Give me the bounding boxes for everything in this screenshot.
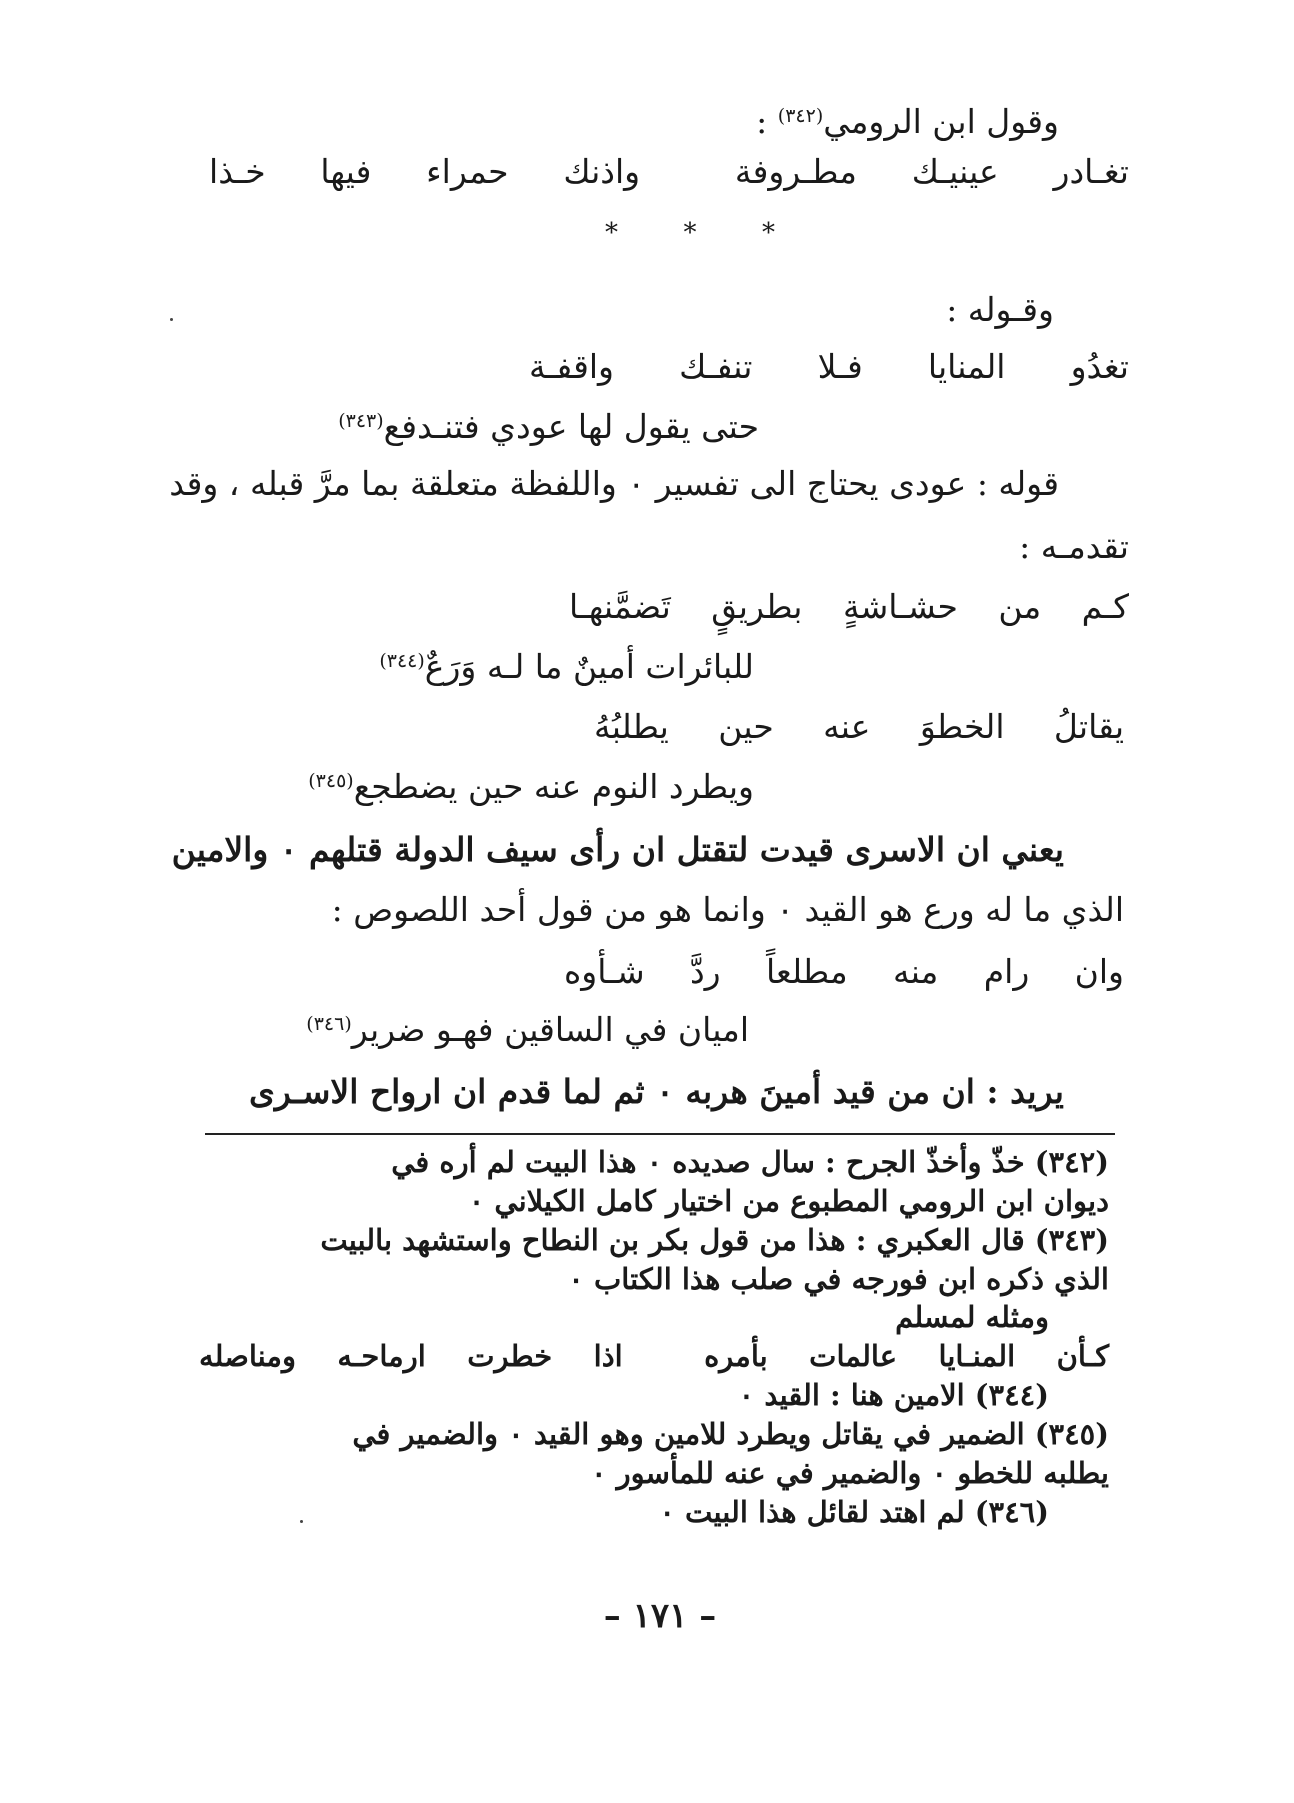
verse-word: ردَّ bbox=[689, 952, 721, 991]
verse-word: ارماحـه bbox=[337, 1339, 426, 1373]
footnote-343-line-3: ومثله لمسلم bbox=[895, 1300, 1049, 1334]
footnote-345-line-2: يطلبه للخطو ٠ والضمير في عنه للمأسور ٠ bbox=[590, 1456, 1109, 1490]
scan-speck bbox=[170, 318, 173, 321]
verse-word: حشـاشةٍ bbox=[842, 587, 958, 626]
footnote-345-line-1: (٣٤٥) الضمير في يقاتل ويطرد للامين وهو القيد ٠ والضمير في bbox=[352, 1417, 1109, 1451]
verse-5 bbox=[379, 645, 754, 689]
prose-line-5: يريد : ان من قيد أمينَ هربه ٠ ثم لما قدم ان ارواح الاسـرى bbox=[249, 1072, 1064, 1111]
verse-word: منه bbox=[893, 952, 939, 991]
verse-text: ويطرد النوم عنه حين يضطجع bbox=[353, 767, 754, 806]
verse-word: فيها bbox=[320, 152, 372, 191]
section-separator-stars bbox=[605, 218, 775, 248]
footnote-ref-344: (٣٤٤) bbox=[379, 650, 425, 672]
verse-4 bbox=[569, 585, 1129, 629]
star: * bbox=[683, 218, 697, 248]
verse-word: رام bbox=[983, 952, 1030, 991]
verse-text: حتى يقول لها عودي فتنـدفع bbox=[383, 407, 759, 446]
verse-word: خطرت bbox=[467, 1339, 553, 1373]
verse-word: تنفـك bbox=[679, 347, 753, 386]
footnote-342-line-1: (٣٤٢) خذّ وأخذّ الجرح : سال صديده ٠ هذا البيت لم أره في bbox=[391, 1145, 1109, 1179]
verse-text: اميان في الساقين فهـو ضرير bbox=[351, 1010, 749, 1049]
verse-word: خـذا bbox=[209, 152, 266, 191]
footnote-342-line-2: ديوان ابن الرومي المطبوع من اختيار كامل الكيلاني ٠ bbox=[468, 1184, 1109, 1218]
verse-9 bbox=[306, 1008, 749, 1052]
star: * bbox=[762, 218, 775, 248]
verse-text: للبائرات أمينٌ ما لـه وَرَعٌ bbox=[424, 647, 754, 686]
intro-text: وقول ابن الرومي bbox=[823, 102, 1059, 141]
verse-word: كـأن bbox=[1056, 1339, 1109, 1373]
verse-word: بطريقٍ bbox=[711, 587, 803, 626]
prose-line-3: يعني ان الاسرى قيدت لتقتل ان رأى سيف الدولة قتلهم ٠ والامين bbox=[171, 830, 1064, 869]
verse-word: المنـايا bbox=[938, 1339, 1016, 1373]
line-and-his-saying: وقـوله : bbox=[946, 290, 1054, 329]
verse-word: تغـادر bbox=[1053, 152, 1129, 191]
verse-word: مطلعاً bbox=[766, 952, 848, 991]
prose-line-2: تقدمـه : bbox=[1019, 527, 1129, 566]
verse-word: اذا bbox=[593, 1339, 623, 1373]
line-intro-ibn-rumi bbox=[756, 100, 1059, 144]
footnote-ref-345: (٣٤٥) bbox=[308, 770, 354, 792]
verse-word: عينيـك bbox=[911, 152, 999, 191]
footnote-ref-342: (٣٤٢) bbox=[777, 105, 824, 127]
verse-word: شـأوه bbox=[564, 952, 645, 991]
verse-word: فـلا bbox=[817, 347, 863, 386]
footnote-ref-346: (٣٤٦) bbox=[306, 1013, 352, 1035]
footnote-346: (٣٤٦) لم اهتد لقائل هذا البيت ٠ bbox=[659, 1495, 1049, 1529]
prose-line-4: الذي ما له ورع هو القيد ٠ وانما هو من قول أحد اللصوص : bbox=[331, 890, 1124, 929]
verse-word: تَضمَّنهـا bbox=[569, 587, 671, 626]
scan-speck bbox=[300, 1520, 303, 1523]
verse-word: حمراء bbox=[426, 152, 509, 191]
footnote-343-line-1: (٣٤٣) قال العكبري : هذا من قول بكر بن النطاح واستشهد بالبيت bbox=[320, 1223, 1109, 1257]
verse-6 bbox=[594, 705, 1124, 749]
intro-colon: : bbox=[756, 102, 778, 141]
verse-word: من bbox=[998, 587, 1042, 626]
verse-8 bbox=[564, 950, 1124, 994]
verse-word: الخطوَ bbox=[919, 707, 1005, 746]
verse-word: بأمره bbox=[704, 1339, 768, 1373]
verse-2 bbox=[529, 345, 1129, 389]
verse-1 bbox=[209, 150, 1129, 194]
footnote-343-verse bbox=[199, 1337, 1109, 1375]
verse-word: المنايا bbox=[927, 347, 1006, 386]
verse-word: ومناصله bbox=[199, 1339, 296, 1373]
verse-word: مطـروفة bbox=[734, 152, 857, 191]
page-number: – ١٧١ – bbox=[603, 1596, 717, 1636]
footnote-divider bbox=[205, 1133, 1115, 1135]
footnote-344: (٣٤٤) الامين هنا : القيد ٠ bbox=[738, 1378, 1049, 1412]
verse-word: واذنك bbox=[563, 152, 641, 191]
verse-word: كـم bbox=[1081, 587, 1129, 626]
verse-word: عالمات bbox=[809, 1339, 898, 1373]
verse-word: عنه bbox=[823, 707, 871, 746]
verse-word: واقفـة bbox=[529, 347, 614, 386]
verse-3 bbox=[338, 405, 759, 449]
verse-word: تغدُو bbox=[1070, 347, 1129, 386]
footnote-343-line-2: الذي ذكره ابن فورجه في صلب هذا الكتاب ٠ bbox=[568, 1262, 1109, 1296]
verse-word: يقاتلُ bbox=[1053, 707, 1124, 746]
star: * bbox=[605, 218, 618, 248]
footnote-ref-343: (٣٤٣) bbox=[338, 410, 384, 432]
verse-word: وان bbox=[1074, 952, 1124, 991]
prose-line-1: قوله : عودى يحتاج الى تفسير ٠ واللفظة متعلقة بما مرَّ قبله ، وقد bbox=[169, 464, 1059, 503]
verse-word: يطلبُهُ bbox=[594, 707, 669, 746]
verse-7 bbox=[308, 765, 754, 809]
verse-word: حين bbox=[718, 707, 774, 746]
